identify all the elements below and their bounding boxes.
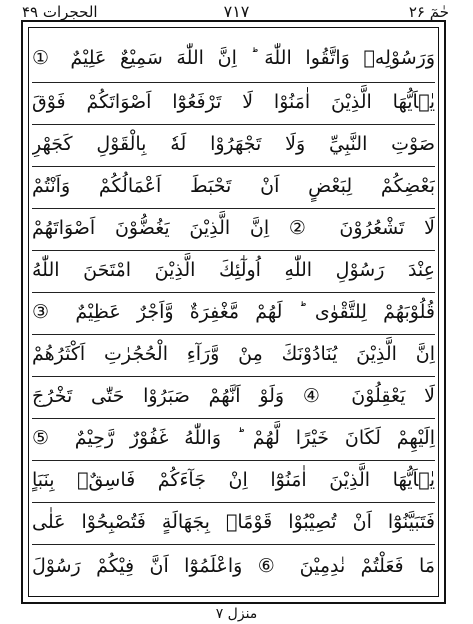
line-divider bbox=[32, 82, 435, 83]
verse-line-9: لَا يَعْقِلُوْنَ ④ وَلَوْ اَنَّهُمْ صَبَرُوْا حَتّٰى تَخْرُجَ bbox=[32, 385, 435, 407]
line-divider bbox=[32, 376, 435, 377]
verse-line-2: يٰۤاَيُّهَا الَّذِيْنَ اٰمَنُوْا لَا تَرْفَعُوْٓا اَصْوَاتَكُمْ فَوْقَ bbox=[32, 91, 435, 113]
verse-line-10: اِلَيْهِمْ لَكَانَ خَيْرًا لَّهُمْ ؕ وَاللّٰهُ غَفُوْرٌ رَّحِيْمٌ ⑤ bbox=[32, 427, 435, 449]
line-divider bbox=[32, 124, 435, 125]
line-divider bbox=[32, 544, 435, 545]
verse-line-5: لَا تَشْعُرُوْنَ ② اِنَّ الَّذِيْنَ يَغُضُّوْنَ اَصْوَاتَهُمْ bbox=[32, 217, 435, 239]
surah-header: الحجرات ۴۹ bbox=[22, 3, 98, 21]
manzil-footer: منزل ٧ bbox=[215, 606, 258, 622]
line-divider bbox=[32, 166, 435, 167]
verse-line-11: يٰۤاَيُّهَا الَّذِيْنَ اٰمَنُوْٓا اِنْ جَآءَكُمْ فَاسِقٌۢ بِنَبَاٍ bbox=[32, 469, 435, 491]
verse-line-3: صَوْتِ النَّبِيِّ وَلَا تَجْهَرُوْا لَهٗ بِالْقَوْلِ كَجَهْرِ bbox=[32, 133, 435, 155]
line-divider bbox=[32, 250, 435, 251]
verse-line-8: اِنَّ الَّذِيْنَ يُنَادُوْنَكَ مِنْ وَّرَآءِ الْحُجُرٰتِ اَكْثَرُهُمْ bbox=[32, 343, 435, 365]
page-number: ۷۱۷ bbox=[223, 2, 250, 21]
verse-line-1: وَرَسُوْلِهٖ وَاتَّقُوا اللّٰهَ ؕ اِنَّ اللّٰهَ سَمِيْعٌ عَلِيْمٌ ① bbox=[32, 47, 435, 69]
line-divider bbox=[32, 460, 435, 461]
verse-line-12: فَتَبَيَّنُوْٓا اَنْ تُصِيْبُوْا قَوْمًاۢ بِجَهَالَةٍ فَتُصْبِحُوْا عَلٰى bbox=[32, 511, 435, 533]
verse-line-4: بَعْضِكُمْ لِبَعْضٍ اَنْ تَحْبَطَ اَعْمَالُكُمْ وَاَنْتُمْ bbox=[32, 175, 435, 197]
juz-header: حٰمٓ ۲۶ bbox=[408, 3, 449, 21]
line-divider bbox=[32, 334, 435, 335]
line-divider bbox=[32, 502, 435, 503]
line-divider bbox=[32, 292, 435, 293]
line-divider bbox=[32, 208, 435, 209]
verse-line-7: قُلُوْبَهُمْ لِلتَّقْوٰى ؕ لَهُمْ مَّغْفِرَةٌ وَّاَجْرٌ عَظِيْمٌ ③ bbox=[32, 301, 435, 323]
verse-line-6: عِنْدَ رَسُوْلِ اللّٰهِ اُولٰٓئِكَ الَّذِيْنَ امْتَحَنَ اللّٰهُ bbox=[32, 259, 435, 281]
verse-line-13: مَا فَعَلْتُمْ نٰدِمِيْنَ ⑥ وَاعْلَمُوْٓا اَنَّ فِيْكُمْ رَسُوْلَ bbox=[32, 555, 435, 577]
line-divider bbox=[32, 418, 435, 419]
